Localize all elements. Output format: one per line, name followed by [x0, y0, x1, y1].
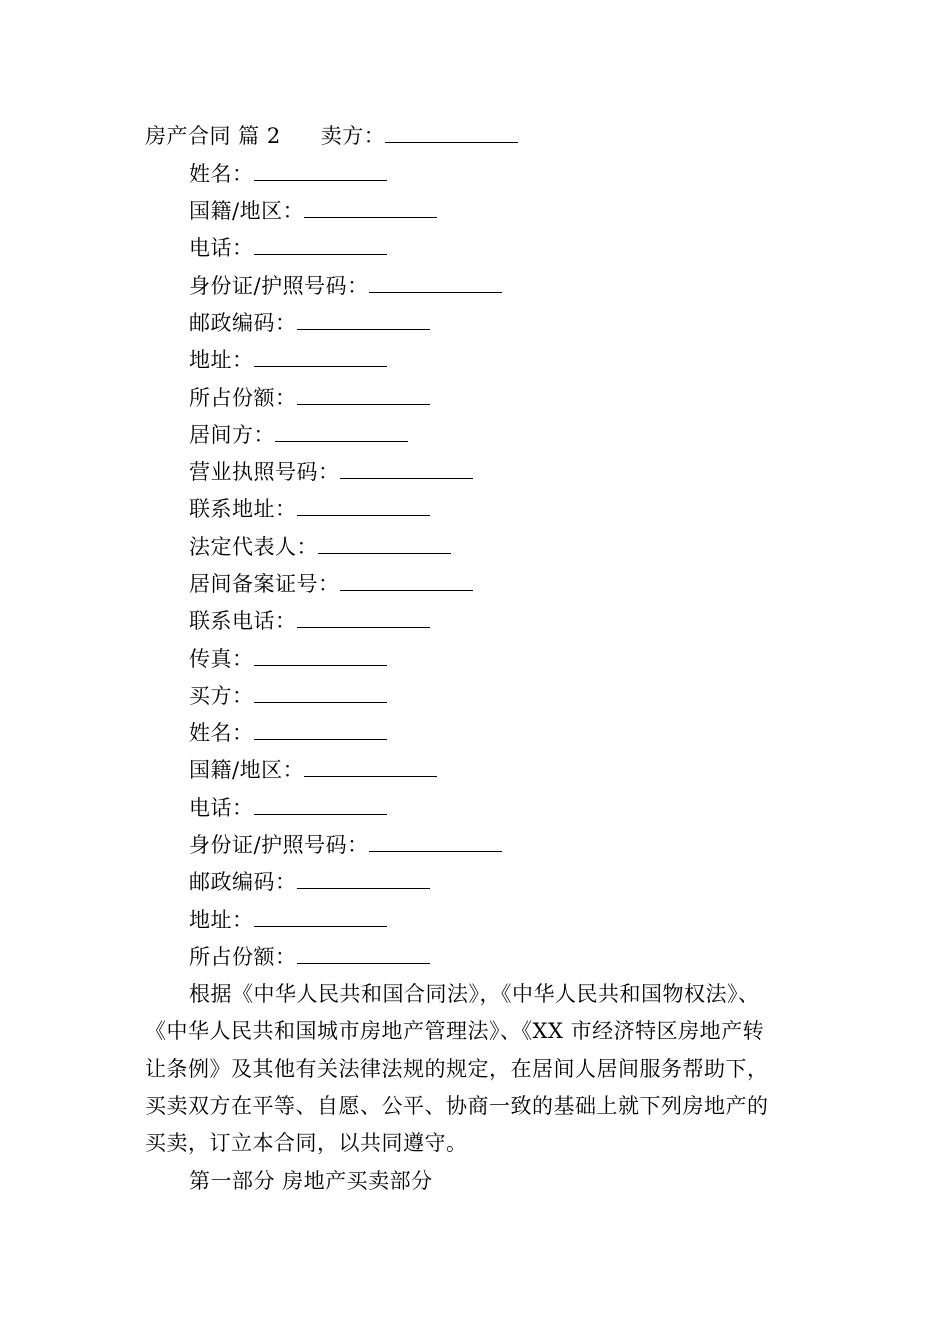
fill-blank: [254, 160, 387, 181]
seller-field-postcode: 邮政编码：: [189, 309, 430, 337]
broker-field-address: 联系地址：: [189, 495, 430, 523]
fill-blank: [318, 533, 451, 554]
fill-blank: [254, 645, 387, 666]
seller-field-id-number: 身份证/护照号码：: [189, 272, 502, 300]
fill-blank: [297, 607, 430, 628]
fill-blank: [254, 906, 387, 927]
broker-field-record-no: 居间备案证号：: [189, 570, 473, 598]
body-paragraph-line: 让条例》及其他有关法律法规的规定，在居间人居间服务帮助下，: [145, 1057, 769, 1081]
contract-title: 房产合同 篇 2: [145, 124, 281, 148]
fill-blank: [254, 346, 387, 367]
fill-blank: [340, 458, 473, 479]
body-paragraph-line: 《中华人民共和国城市房地产管理法》、《XX 市经济特区房地产转: [145, 1019, 765, 1043]
broker-field-phone: 联系电话：: [189, 607, 430, 635]
body-paragraph-line: 买卖，订立本合同，以共同遵守。: [145, 1131, 468, 1155]
section-heading: 第一部分 房地产买卖部分: [189, 1169, 433, 1193]
body-paragraph-line: 根据《中华人民共和国合同法》，《中华人民共和国物权法》、: [189, 982, 760, 1006]
buyer-field-name: 姓名：: [189, 719, 387, 747]
header-line: [145, 122, 518, 150]
seller-field-address: 地址：: [189, 346, 387, 374]
buyer-field-id-number: 身份证/护照号码：: [189, 831, 502, 859]
seller-field-phone: 电话：: [189, 234, 387, 262]
fill-blank: [369, 272, 502, 293]
buyer-field-phone: 电话：: [189, 794, 387, 822]
fill-blank: [369, 831, 502, 852]
broker-field-legal-rep: 法定代表人：: [189, 533, 451, 561]
seller-field-name: 姓名：: [189, 160, 387, 188]
fill-blank: [297, 495, 430, 516]
fill-blank: [297, 943, 430, 964]
buyer-field-share: 所占份额：: [189, 943, 430, 971]
fill-blank: [254, 682, 387, 703]
buyer-label: 买方：: [189, 682, 387, 710]
fill-blank: [297, 309, 430, 330]
broker-field-fax: 传真：: [189, 645, 387, 673]
broker-field-party: 居间方：: [189, 421, 408, 449]
seller-blank: [385, 122, 518, 143]
broker-field-license: 营业执照号码：: [189, 458, 473, 486]
seller-field-nationality: 国籍/地区：: [189, 197, 437, 225]
fill-blank: [297, 384, 430, 405]
seller-label: 卖方：: [320, 124, 386, 148]
fill-blank: [304, 756, 437, 777]
buyer-field-nationality: 国籍/地区：: [189, 756, 437, 784]
fill-blank: [254, 794, 387, 815]
buyer-field-address: 地址：: [189, 906, 387, 934]
fill-blank: [254, 234, 387, 255]
fill-blank: [254, 719, 387, 740]
body-paragraph-line: 买卖双方在平等、自愿、公平、协商一致的基础上就下列房地产的: [145, 1094, 769, 1118]
fill-blank: [304, 197, 437, 218]
fill-blank: [340, 570, 473, 591]
seller-field-share: 所占份额：: [189, 384, 430, 412]
buyer-field-postcode: 邮政编码：: [189, 868, 430, 896]
fill-blank: [275, 421, 408, 442]
fill-blank: [297, 868, 430, 889]
